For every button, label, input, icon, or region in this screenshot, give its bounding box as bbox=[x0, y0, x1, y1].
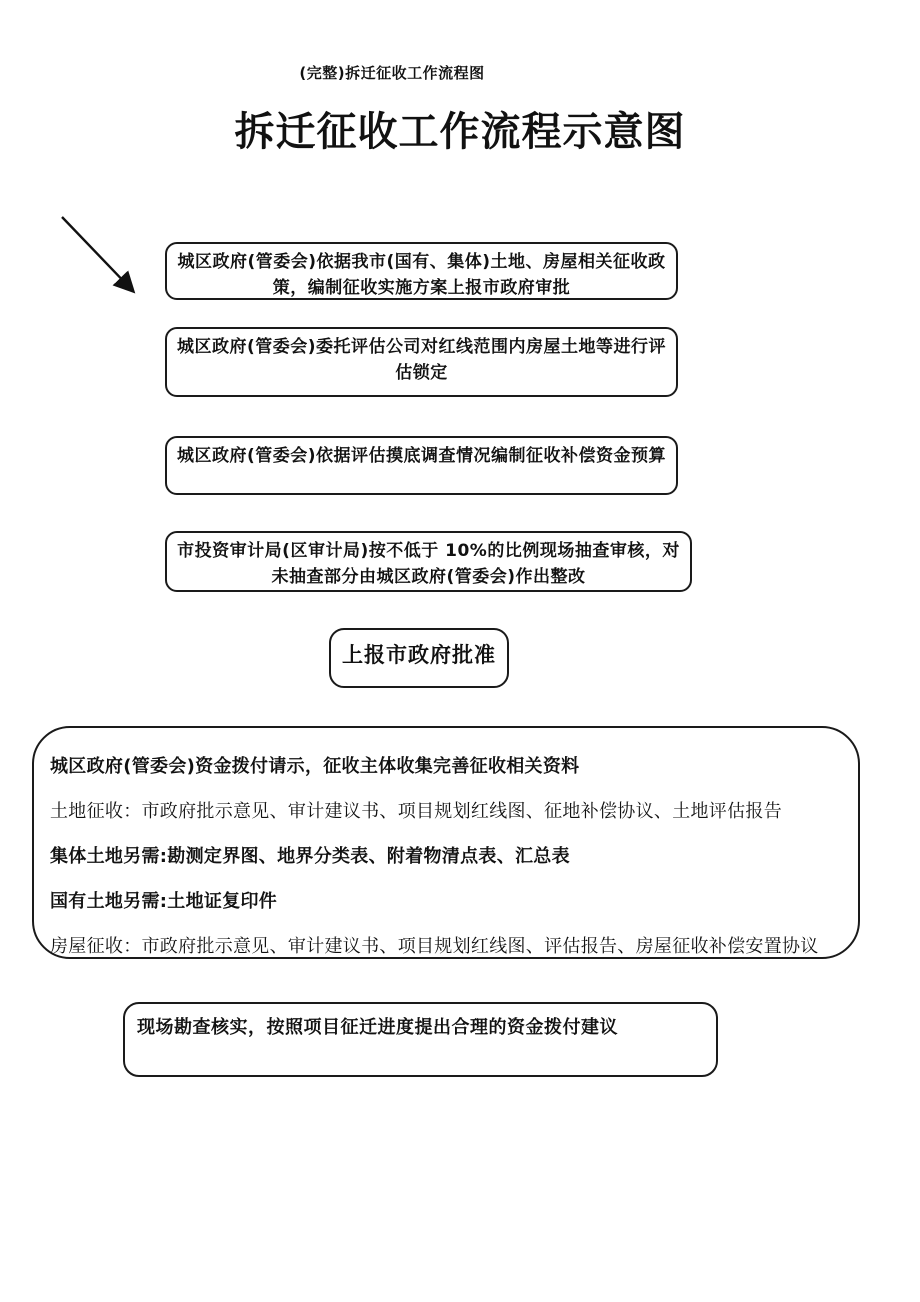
flow-step-report-approval: 上报市政府批准 bbox=[329, 628, 509, 688]
page-title: 拆迁征收工作流程示意图 bbox=[234, 108, 686, 155]
diagonal-arrow-icon bbox=[48, 203, 152, 311]
materials-land-expropriation-line: 土地征收：市政府批示意见、审计建议书、项目规划红线图、征地补偿协议、土地评估报告 bbox=[50, 800, 782, 822]
materials-heading: 城区政府(管委会)资金拨付请示，征收主体收集完善征收相关资料 bbox=[50, 755, 580, 777]
flow-step-audit-spot-check: 市投资审计局(区审计局)按不低于 10%的比例现场抽查审核，对未抽查部分由城区政府(管委会)作出整改 bbox=[165, 531, 692, 592]
flow-step-appraisal-lock: 城区政府(管委会)委托评估公司对红线范围内房屋土地等进行评估锁定 bbox=[165, 327, 678, 397]
document-header: (完整)拆迁征收工作流程图 bbox=[299, 64, 485, 82]
flow-step-site-verification: 现场勘查核实，按照项目征迁进度提出合理的资金拨付建议 bbox=[123, 1002, 718, 1077]
materials-collective-land-line: 集体土地另需:勘测定界图、地界分类表、附着物清点表、汇总表 bbox=[50, 845, 570, 867]
materials-requirements-box bbox=[32, 726, 860, 959]
materials-state-land-line: 国有土地另需:土地证复印件 bbox=[50, 890, 278, 912]
flow-step-compensation-budget: 城区政府(管委会)依据评估摸底调查情况编制征收补偿资金预算 bbox=[165, 436, 678, 495]
flow-step-policy-plan: 城区政府(管委会)依据我市(国有、集体)土地、房屋相关征收政策，编制征收实施方案上报市政府审批 bbox=[165, 242, 678, 300]
materials-house-expropriation-line: 房屋征收：市政府批示意见、审计建议书、项目规划红线图、评估报告、房屋征收补偿安置协议 bbox=[50, 935, 819, 957]
